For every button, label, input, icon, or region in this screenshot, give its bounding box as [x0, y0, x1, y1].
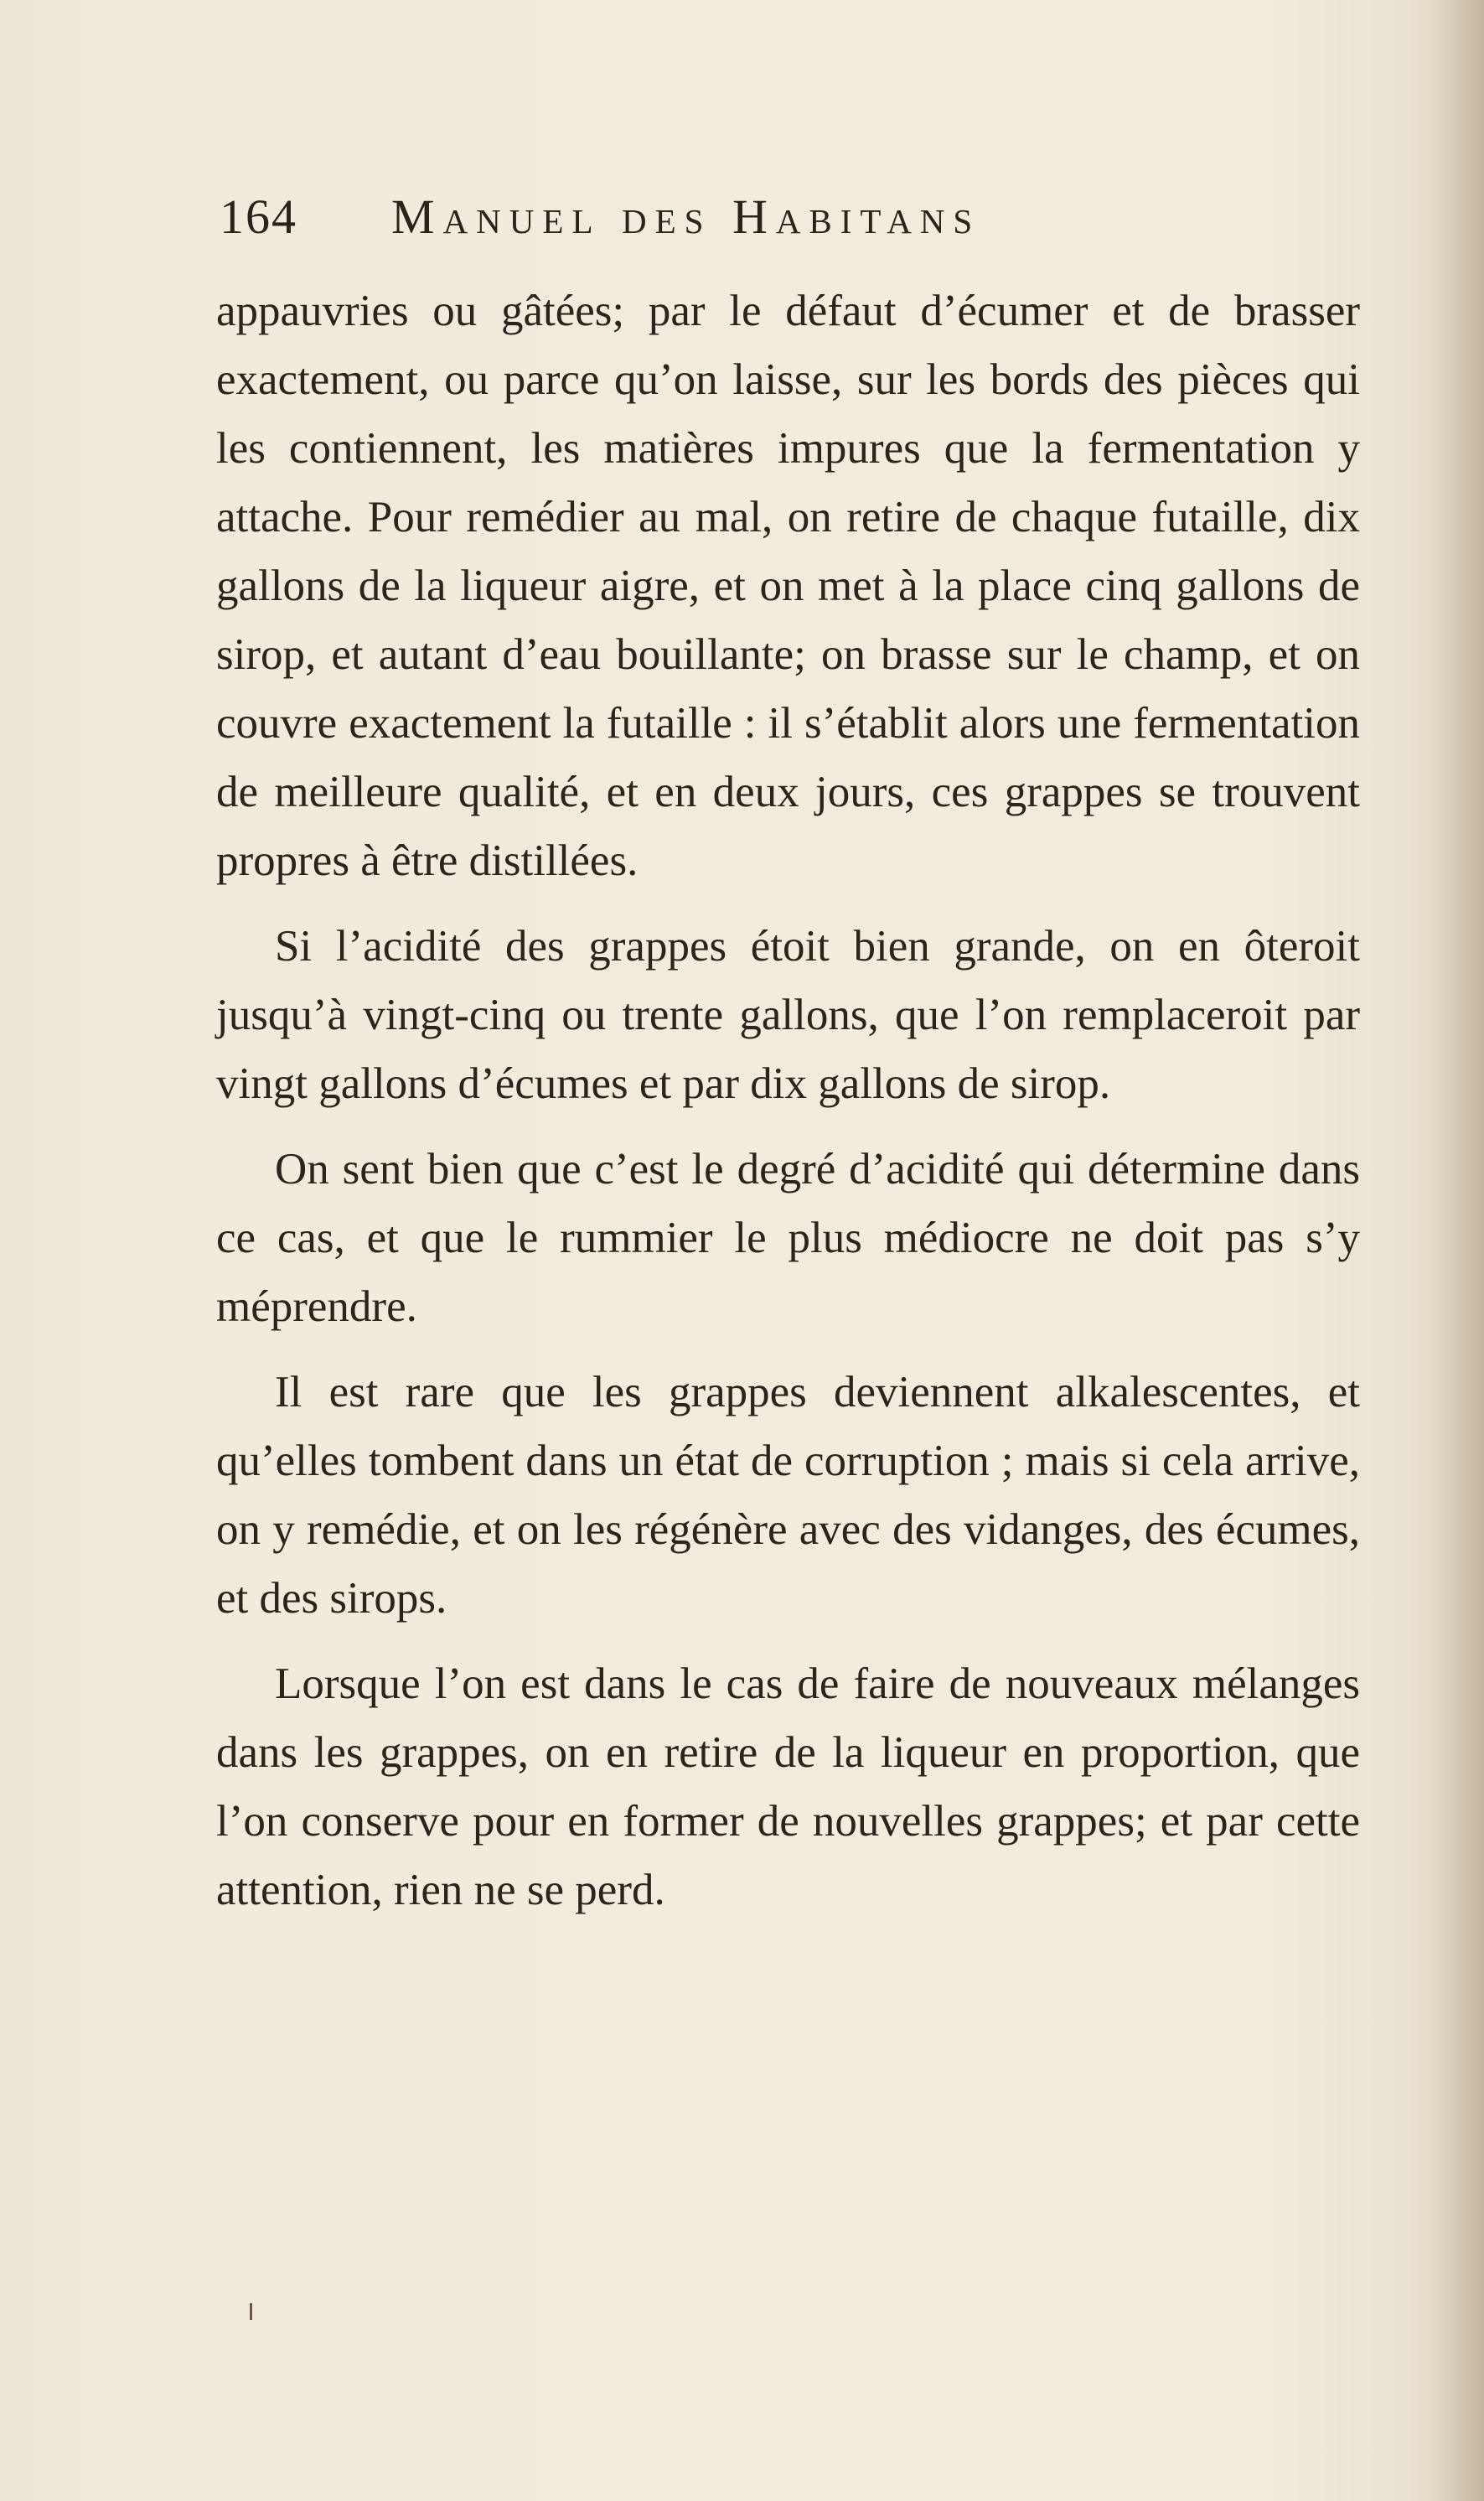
paragraph-2: Si l’acidité des grappes étoit bien grande, on en ôteroit jusqu’à vingt-cinq ou trente gallons, que l’on remplaceroit par vingt gallons d’écumes et par dix gallons de sirop. [216, 922, 1360, 1108]
page-edge-shadow [1434, 0, 1484, 2501]
paragraph-4: Il est rare que les grappes deviennent alkalescentes, et qu’elles tombent dans un état de corruption ; mais si cela arrive, on y remédie, et on les régénère avec des vidanges, des écumes, et des sirops. [216, 1368, 1360, 1623]
paragraph-3: On sent bien que c’est le degré d’acidité qui détermine dans ce cas, et que le rummier le plus médiocre ne doit pas s’y méprendre. [216, 1145, 1360, 1331]
paragraph-5: Lorsque l’on est dans le cas de faire de nouveaux mélanges dans les grappes, on en retire de la liqueur en proportion, que l’on conserve pour en former de nouvelles grappes; et par cette attention, rien ne se perd. [216, 1660, 1360, 1914]
running-title: Manuel des Habitans [391, 189, 981, 244]
body-text [216, 277, 1360, 1924]
page-number: 164 [220, 189, 297, 244]
page-header [220, 189, 1208, 256]
paragraph-1: appauvries ou gâtées; par le défaut d’écumer et de brasser exactement, ou parce qu’on laisse, sur les bords des pièces qui les contiennent, les matières impures que la fermentation y attache. Pour remédier au mal, on retire de chaque futaille, dix gallons de la liqueur aigre, et on met à la place cinq gallons de sirop, et autant d’eau bouillante; on brasse sur le champ, et on couvre exactement la futaille : il s’établit alors une fermentation de meilleure qualité, et en deux jours, ces grappes se trouvent propres à être distillées. [216, 287, 1360, 885]
print-mark [250, 2303, 252, 2320]
